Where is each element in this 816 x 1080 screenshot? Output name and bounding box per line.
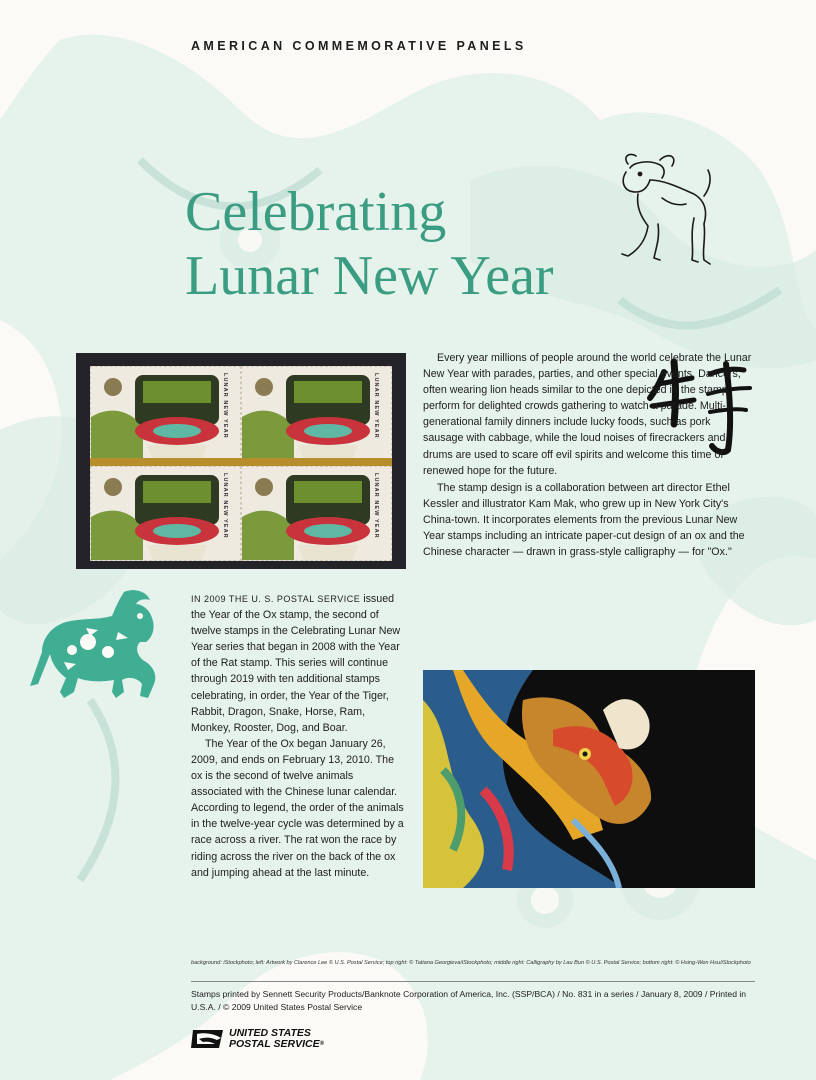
- usps-eagle-icon: [191, 1028, 225, 1050]
- ox-papercut-icon: [28, 588, 178, 704]
- usps-logo: [191, 1028, 324, 1050]
- title-line-2: Lunar New Year: [185, 245, 554, 307]
- intro-paragraph-1-text: issued the Year of the Ox stamp, the second of twelve stamps in the Celebrating Lunar New Year series that began in 2008 with the Year of the Rat stamp. This series will continue through 2019 with ten additional stamps celebrating, in order, the Year of the Tiger, Rabbit, Dragon, Snake, Horse, Ram, Monkey, Rooster, Dog, and Boar.: [191, 593, 401, 734]
- intro-lead: IN 2009 THE U. S. POSTAL SERVICE: [191, 594, 361, 604]
- dragon-sculpture-image: [423, 670, 755, 888]
- intro-paragraph-2: The Year of the Ox began January 26, 2009, and ends on February 13, 2010. The ox is the second of twelve animals associated with the Chinese lunar calendar. According to legend, the order of the animals in the twelve-year cycle was determined by a race across a river. The rat won the race by riding across the river on the back of the ox and jumping ahead at the last minute.: [191, 737, 404, 879]
- title-line-1: Celebrating: [185, 181, 447, 243]
- lion-head-art-icon: [91, 367, 241, 461]
- stamp-block-frame: [76, 353, 406, 569]
- stamp: [241, 366, 392, 461]
- gold-divider-strip: [90, 458, 392, 466]
- lion-head-art-icon: [242, 367, 392, 461]
- stamp-label: LUNAR NEW YEAR: [222, 473, 228, 539]
- celebration-paragraph: Every year millions of people around the world celebrate the Lunar New Year with parades, parties, and other special events. Dancers, often wearing lion heads similar to the one depicted in the stamp, perform for delighted crowds gathering to watch a parade. Multi-generational family dinners include lucky foods, such as pork sausage with cabbage, while the loud noises of firecrackers and drums are used to scare off evil spirits and welcome this time of renewed hope for the future.: [423, 352, 752, 477]
- stamp-label: LUNAR NEW YEAR: [373, 373, 379, 439]
- stamp-block: [90, 366, 392, 556]
- stamp: [241, 466, 392, 561]
- intro-paragraph-1: [191, 591, 405, 736]
- stamp: [90, 466, 241, 561]
- dragon-photo: [423, 670, 755, 888]
- printer-info: Stamps printed by Sennett Security Products/Banknote Corporation of America, Inc. (SSP/BCA) / No. 831 in a series / January 8, 2009 / Printed in U.S.A. / © 2009 United States Postal Service: [191, 989, 747, 1012]
- ox-line-drawing-icon: [608, 148, 714, 270]
- stamp-label: LUNAR NEW YEAR: [373, 473, 379, 539]
- page-title: [185, 180, 554, 308]
- usps-line-1: UNITED STATES: [229, 1027, 311, 1039]
- series-header: AMERICAN COMMEMORATIVE PANELS: [191, 39, 527, 53]
- lion-head-art-icon: [242, 467, 392, 561]
- usps-line-2: POSTAL SERVICE®: [229, 1038, 325, 1050]
- usps-wordmark: [229, 1028, 324, 1050]
- intro-text-column: [191, 591, 405, 881]
- stamp-label: LUNAR NEW YEAR: [222, 373, 228, 439]
- footer-divider: [191, 981, 755, 982]
- image-credits: background: iStockphoto; left: Artwork by Clarence Lee © U.S. Postal Service; top right: © Tatiana Georgieva/iStockphoto; middle right: Calligraphy by Lau Bun © U.S. Postal Service; bottom right: © Hsing-Wen Hsu/iStockphoto: [191, 960, 751, 966]
- stamp: [90, 366, 241, 461]
- design-paragraph: The stamp design is a collaboration between art director Ethel Kessler and illustrator Kam Mak, who grew up in New York City's China-town. It incorporates elements from the previous Lunar New Year stamps including an intricate paper-cut design of an ox and the Chinese character — drawn in grass-style calligraphy — for "Ox.": [423, 481, 745, 559]
- right-text-column: [423, 350, 753, 560]
- lion-head-art-icon: [91, 467, 241, 561]
